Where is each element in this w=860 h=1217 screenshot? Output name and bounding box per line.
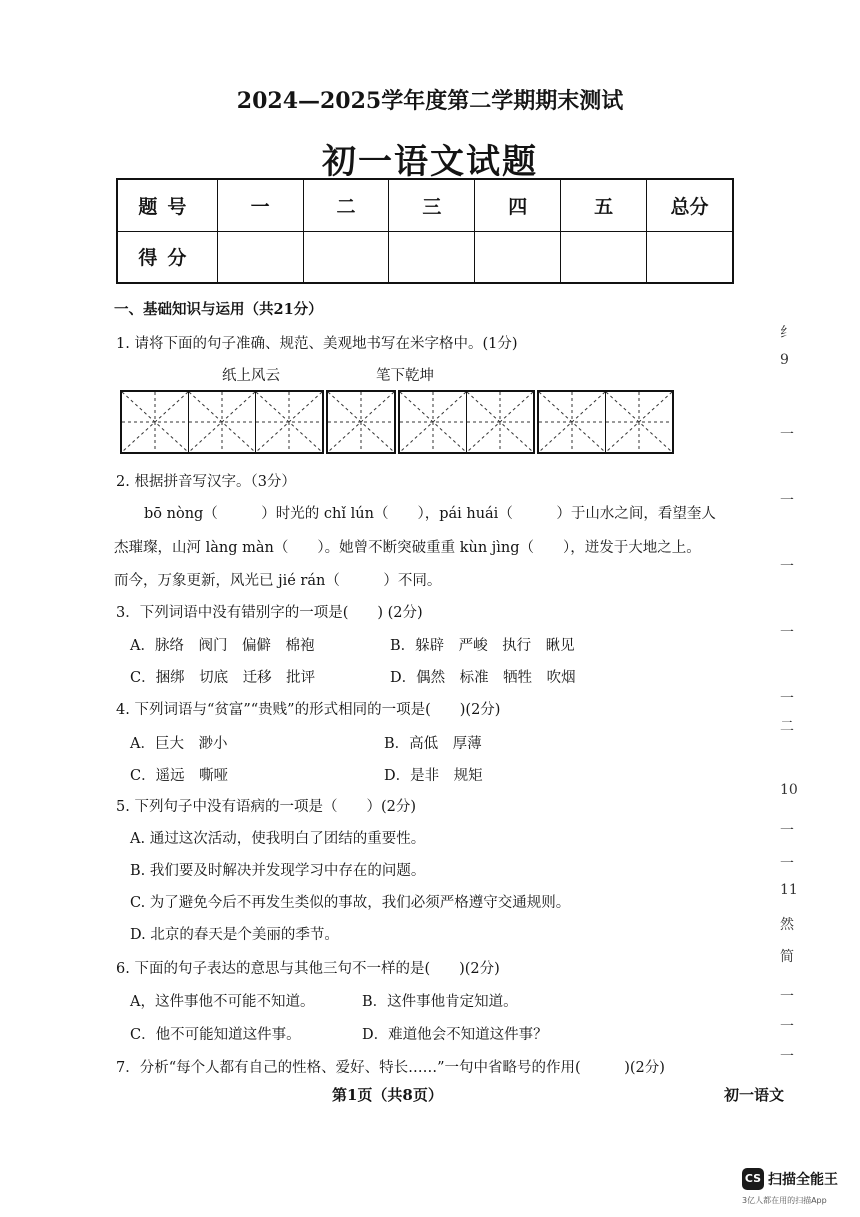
margin-fragment: 一 (780, 823, 794, 839)
score-table-score-row (117, 231, 733, 283)
section-heading: 一、基础知识与运用（共21分） (114, 301, 323, 318)
mizi-cell[interactable] (467, 392, 533, 452)
score-row-label: 得分 (117, 231, 217, 283)
mizi-guide-lines (467, 392, 533, 452)
mizi-guide-lines (539, 392, 605, 452)
score-input-cell[interactable] (389, 231, 475, 283)
score-input-cell[interactable] (217, 231, 303, 283)
score-table-cell: 题号 (117, 179, 217, 231)
mizi-cell[interactable] (606, 392, 672, 452)
score-table-cell: 二 (303, 179, 389, 231)
margin-fragment: 一 (780, 856, 794, 872)
mizi-cell[interactable] (189, 392, 256, 452)
mizi-pair (326, 390, 396, 454)
option-4a: A．巨大 渺小 (130, 736, 228, 752)
option-4c: C．遥远 嘶哑 (130, 768, 229, 784)
mizi-cell[interactable] (400, 392, 467, 452)
option-5a: A. 通过这次活动，使我明白了团结的重要性。 (130, 831, 426, 847)
phrase-1: 纸上风云 (222, 368, 280, 384)
question-7: 7．分析“每个人都有自己的性格、爱好、特长……”一句中省略号的作用( )(2分) (116, 1060, 665, 1076)
option-6d: D．难道他会不知道这件事？ (362, 1027, 548, 1043)
question-5: 5. 下列句子中没有语病的一项是（ ）(2分) (116, 799, 416, 815)
mizi-cell[interactable] (328, 392, 394, 452)
question-2: 2. 根据拼音写汉字。（3分） (116, 474, 296, 490)
option-6b: B．这件事他肯定知道。 (362, 994, 518, 1010)
margin-fragment: 一 (780, 625, 794, 641)
margin-fragment: 11 (780, 882, 798, 898)
option-6c: C．他不可能知道这件事。 (130, 1027, 301, 1043)
exam-title: 2024—2025学年度第二学期期末测试 (236, 88, 624, 114)
mizi-pair (537, 390, 674, 454)
mizi-cell[interactable] (539, 392, 606, 452)
subject-title: 初一语文试题 (322, 142, 538, 182)
phrase-2: 笔下乾坤 (376, 368, 434, 384)
margin-fragment: 10 (780, 782, 798, 798)
mizi-grid (120, 390, 728, 454)
margin-fragment: 一 (780, 1049, 794, 1065)
question-4: 4. 下列词语与“贫富”“贵贱”的形式相同的一项是( )(2分) (116, 702, 501, 718)
score-input-cell[interactable] (475, 231, 561, 283)
mizi-guide-lines (122, 392, 188, 452)
mizi-cell[interactable] (122, 392, 189, 452)
score-table-cell: 四 (475, 179, 561, 231)
margin-fragment: 一 (780, 427, 794, 443)
margin-fragment: 简 (780, 949, 794, 965)
margin-fragment: 一 (780, 1019, 794, 1035)
question-1: 1. 请将下面的句子准确、规范、美观地书写在米字格中。(1分) (116, 336, 518, 352)
mizi-pair (398, 390, 535, 454)
option-6a: A，这件事他不可能不知道。 (130, 994, 315, 1010)
mizi-guide-lines (256, 392, 322, 452)
score-input-cell[interactable] (561, 231, 647, 283)
score-input-cell[interactable] (303, 231, 389, 283)
margin-fragment: 二 (780, 719, 794, 735)
option-4d: D．是非 规矩 (384, 768, 483, 784)
footer-subject: 初一语文 (724, 1086, 785, 1104)
page-number: 第1页（共8页） (332, 1086, 443, 1104)
question-2-line-2: 杰璀璨，山河 làng màn（ ）。她曾不断突破重重 kùn jìng（ ），迸发于大地之上。 (114, 540, 701, 556)
mizi-guide-lines (400, 392, 466, 452)
option-5d: D. 北京的春天是个美丽的季节。 (130, 927, 339, 943)
scanner-tagline: 3亿人都在用的扫描App (742, 1196, 827, 1205)
margin-fragment: 9 (780, 352, 789, 368)
option-3a: A．脉络 阀门 偏僻 棉袍 (130, 638, 315, 654)
margin-fragment: 一 (780, 989, 794, 1005)
margin-fragment: 一 (780, 493, 794, 509)
score-table-cell: 三 (389, 179, 475, 231)
score-table (116, 178, 734, 284)
mizi-cell[interactable] (256, 392, 322, 452)
scanner-logo-icon: CS (742, 1168, 764, 1190)
mizi-pair (120, 390, 324, 454)
margin-fragment: 一 (780, 691, 794, 707)
question-2-line-1: bō nòng（ ）时光的 chǐ lún（ ），pái huái（ ）于山水之间，看望奎人 (144, 506, 716, 522)
mizi-guide-lines (189, 392, 255, 452)
score-input-cell[interactable] (647, 231, 733, 283)
score-table-cell: 五 (561, 179, 647, 231)
margin-fragment: 一 (780, 559, 794, 575)
option-5b: B. 我们要及时解决并发现学习中存在的问题。 (130, 863, 426, 879)
margin-fragment: 然 (780, 917, 794, 933)
question-6: 6. 下面的句子表达的意思与其他三句不一样的是( )(2分) (116, 961, 500, 977)
margin-fragment: 纟 (780, 325, 794, 341)
option-3c: C．捆绑 切底 迁移 批评 (130, 670, 316, 686)
score-table-cell: 一 (217, 179, 303, 231)
score-table-cell: 总分 (647, 179, 733, 231)
mizi-guide-lines (606, 392, 672, 452)
option-5c: C. 为了避免今后不再发生类似的事故，我们必须严格遵守交通规则。 (130, 895, 571, 911)
option-3b: B．躲辟 严峻 执行 瞅见 (390, 638, 575, 654)
option-3d: D．偶然 标准 牺牲 吹烟 (390, 670, 576, 686)
question-3: 3．下列词语中没有错别字的一项是( ) (2分) (116, 605, 423, 621)
question-2-line-3: 而今，万象更新，风光已 jié rán（ ）不同。 (114, 573, 442, 589)
option-4b: B．高低 厚薄 (384, 736, 482, 752)
mizi-guide-lines (328, 392, 394, 452)
scanner-app-name: 扫描全能王 (768, 1172, 838, 1188)
score-table-header-row (117, 179, 733, 231)
